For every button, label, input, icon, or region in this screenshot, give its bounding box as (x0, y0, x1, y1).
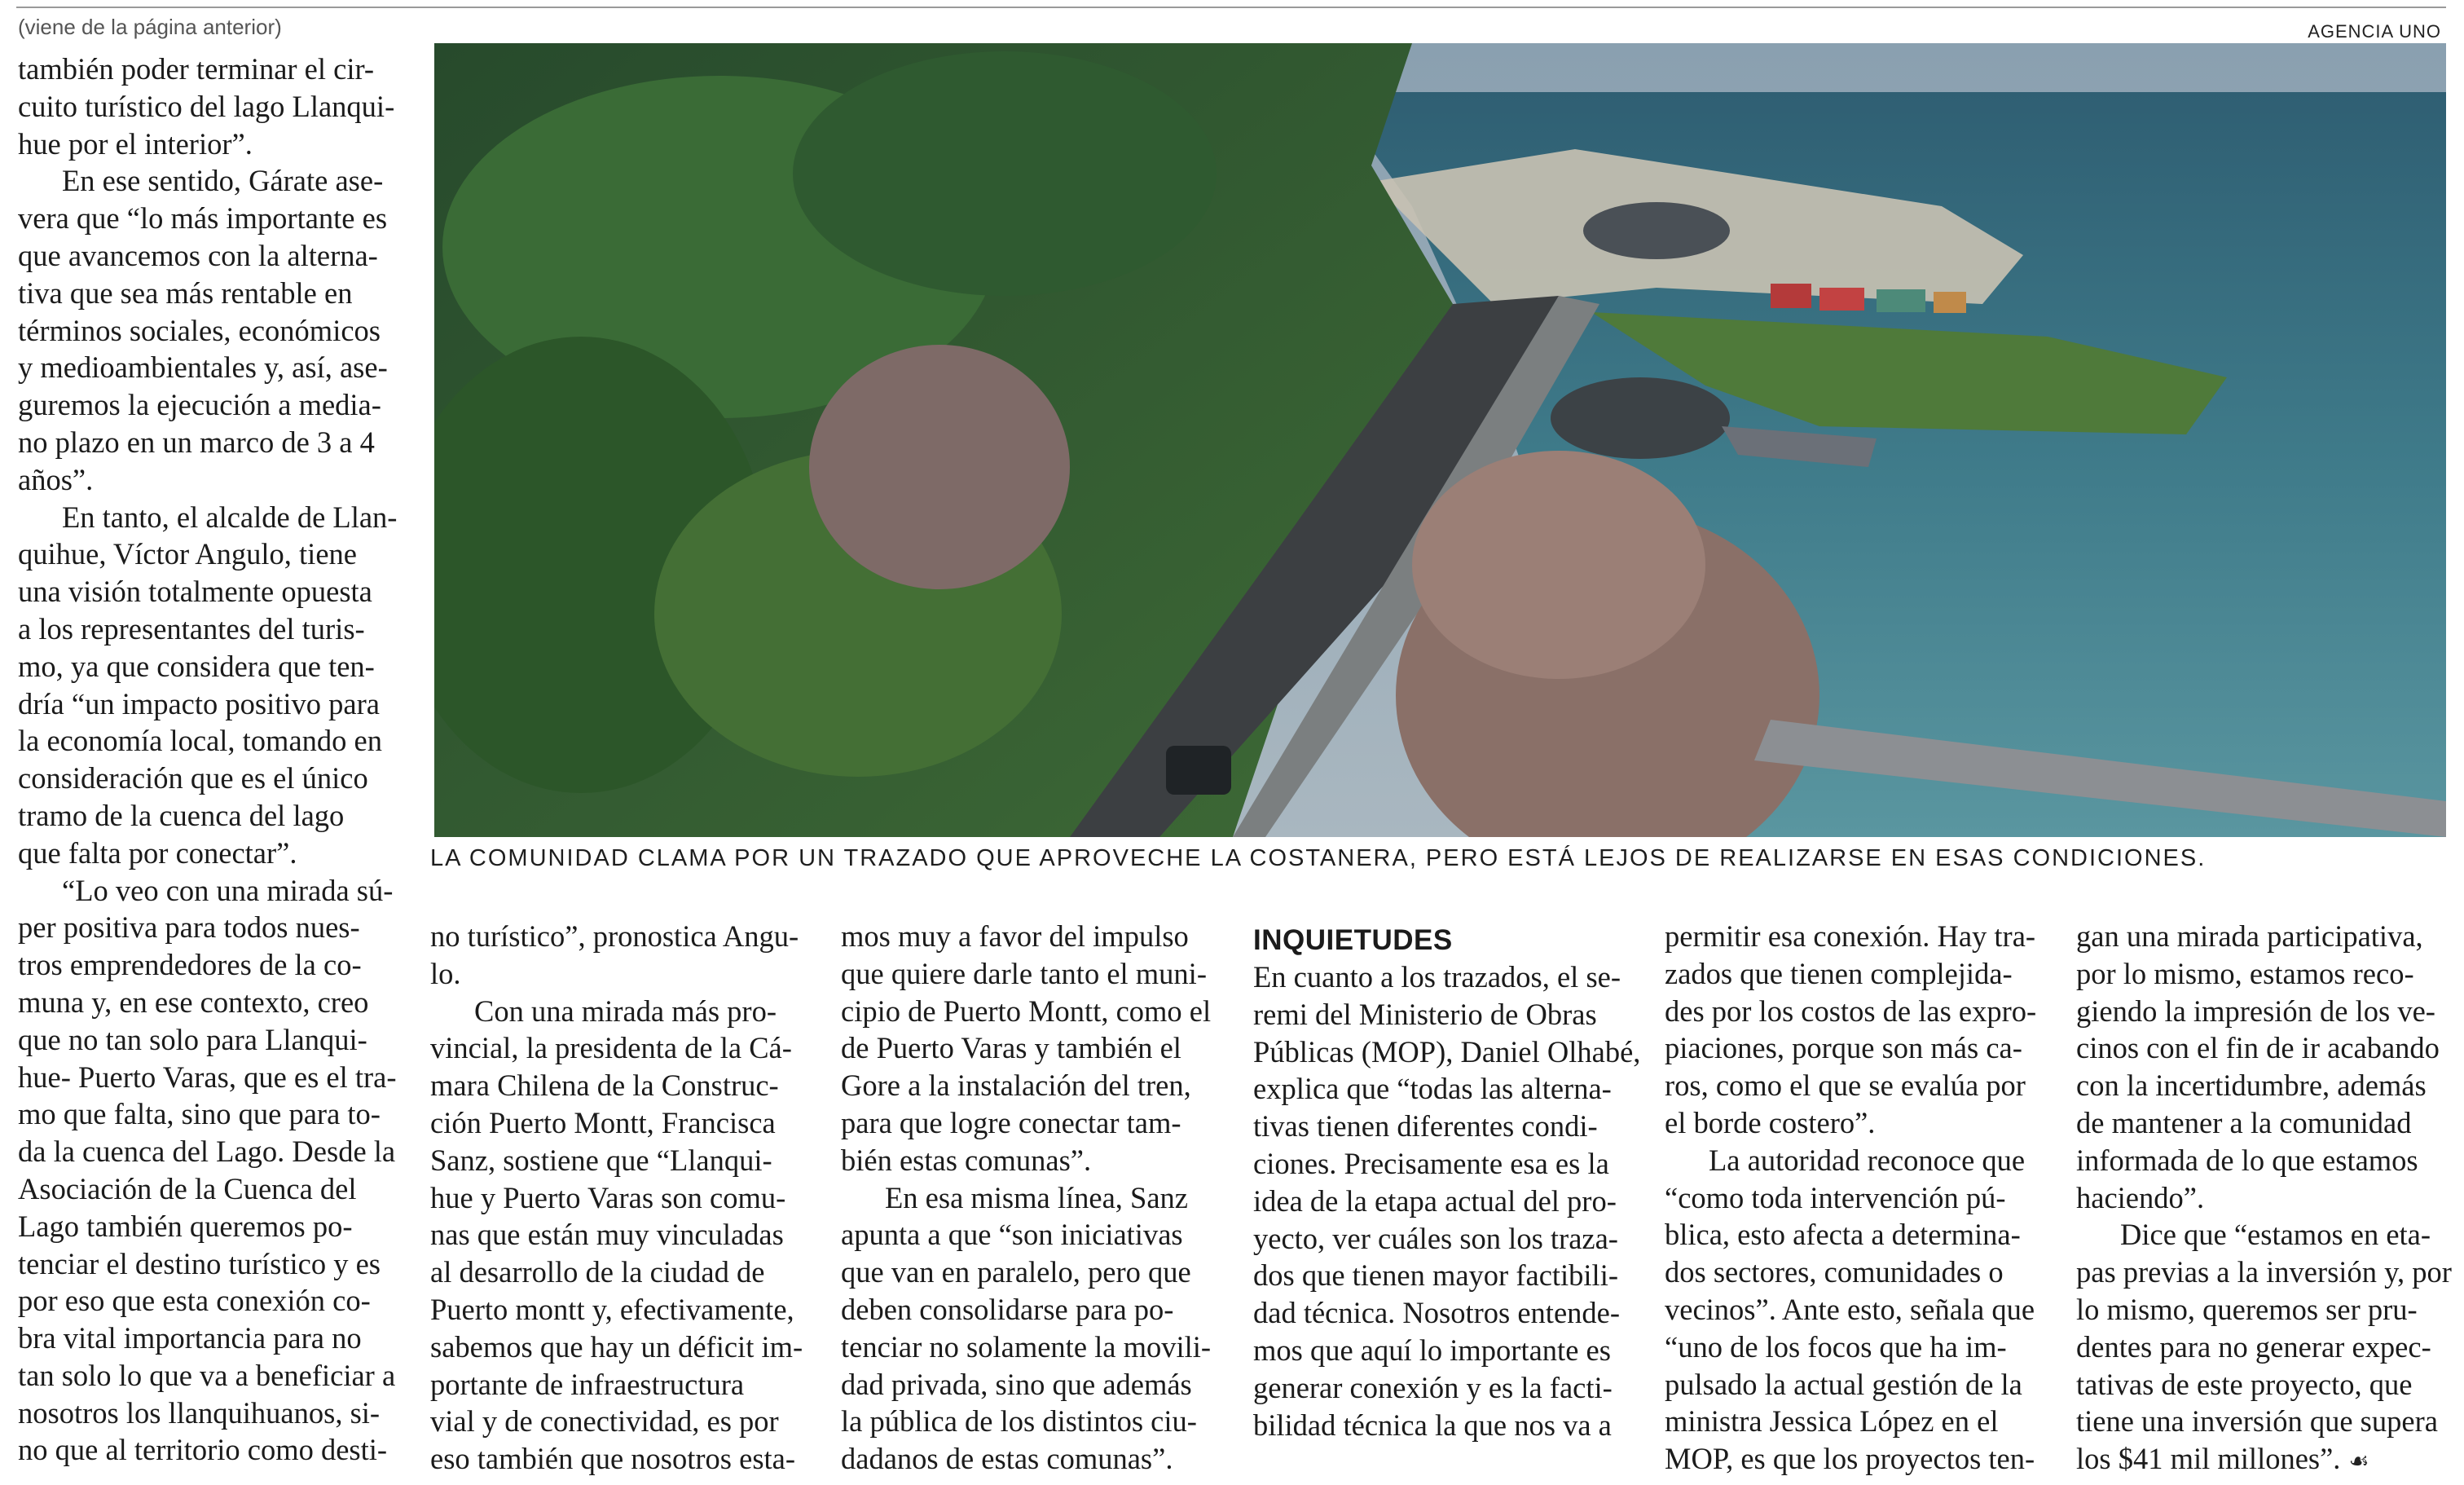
paragraph: Con una mirada más pro- vincial, la presidenta de la Cá- mara Chilena de la Construc- ción Puerto Montt, Francisca Sanz, sostiene que “Llanqui- hue y Puerto Varas son comu- nas que están muy vinculadas al desarrollo de la ciudad de Puerto montt y, efectivamente, sabemos que hay un déficit im- portante de infraestructura vial y de conectividad, es por eso también que nosotros esta- (430, 994, 803, 1476)
paragraph: mos muy a favor del impulso que quiere darle tanto el muni- cipio de Puerto Montt, como el de Puerto Varas y también el Gore a la instalación del tren, para que logre conectar tam- bién estas comunas”. (841, 919, 1212, 1177)
continued-note: (viene de la página anterior) (18, 15, 282, 39)
article-column-2 (430, 918, 801, 1478)
lake-shore-photo (434, 43, 2446, 837)
paragraph: permitir esa conexión. Hay tra- zados que tienen complejida- des por los costos de las expro- piaciones, porque son más ca- ros, como el que se evalúa por el borde costero”. (1665, 919, 2037, 1139)
section-heading: INQUIETUDES (1253, 924, 1453, 956)
paragraph-text: Dice que “estamos en eta- pas previas a la inversión y, por lo mismo, queremos ser pru- dentes para no generar expec- tativas de este proyecto, que tiene una inversión que supera los $41 mil millones”. (2076, 1218, 2452, 1476)
paragraph: En ese sentido, Gárate ase- vera que “lo más importante es que avancemos con la alterna- tiva que sea más rentable en términos sociales, económicos y medioambientales y, así, ase- guremos la ejecución a media- no plazo en un marco de 3 a 4 años”. (18, 164, 388, 496)
paragraph: gan una mirada participativa, por lo mismo, estamos reco- giendo la impresión de los ve- cinos con el fin de ir acabando con la incertidumbre, además de mantener a la comunidad informada de lo que estamos haciendo”. (2076, 919, 2440, 1214)
paragraph: En esa misma línea, Sanz apunta a que “son iniciativas que van en paralelo, pero que deben consolidarse para po- tenciar no solamente la movili- dad privada, sino que además la pública de los distintos ciu- dadanos de estas comunas”. (841, 1180, 1212, 1476)
article-column-1 (18, 51, 398, 1469)
paragraph: también poder terminar el cir- cuito turístico del lago Llanqui- hue por el interior”. (18, 52, 395, 161)
paragraph: no turístico”, pronostica Angu- lo. (430, 919, 799, 990)
paragraph: La autoridad reconoce que “como toda intervención pú- blica, esto afecta a determina- dos sectores, comunidades o vecinos”. Ante esto, señala que “uno de los focos que ha im- pulsado la actual gestión de la ministra Jessica López en el MOP, es que los proyectos ten- (1665, 1143, 2035, 1476)
article-column-5 (1665, 918, 2035, 1478)
paragraph: En tanto, el alcalde de Llan- quihue, Víctor Angulo, tiene una visión totalmente opuesta a los representantes del turis- mo, ya que considera que ten- dría “un impacto positivo para la economía local, tomando en consideración que es el único tramo de la cuenca del lago que falta por conectar”. (18, 500, 398, 870)
article-column-6 (2076, 918, 2452, 1480)
end-of-article-icon: ☙ (2348, 1448, 2369, 1475)
article-column-3 (841, 918, 1212, 1478)
top-rule (16, 7, 2446, 8)
article-column-4 (1253, 916, 1641, 1443)
paragraph: En cuanto a los trazados, el se- remi del Ministerio de Obras Públicas (MOP), Daniel Olhabé, explica que “todas las alterna- tivas tienen diferentes condi- ciones. Precisamente esa es la idea de la etapa actual del pro- yecto, ver cuáles son los traza- dos que tienen mayor factibili- dad técnica. Nosotros entende- mos que aquí lo importante es generar conexión y es la facti- bilidad técnica la que nos va a (1253, 960, 1641, 1442)
paragraph (2076, 1216, 2452, 1480)
photo-caption: LA COMUNIDAD CLAMA POR UN TRAZADO QUE APROVECHE LA COSTANERA, PERO ESTÁ LEJOS DE REALIZARSE EN ESAS CONDICIONES. (430, 845, 2207, 871)
photo-credit: AGENCIA UNO (2308, 21, 2441, 42)
paragraph: “Lo veo con una mirada sú- per positiva para todos nues- tros emprendedores de la co- muna y, en ese contexto, creo que no tan solo para Llanqui- hue- Puerto Varas, que es el tra- mo que falta, sino que para to- da la cuenca del Lago. Desde la Asociación de la Cuenca del Lago también queremos po- tenciar el destino turístico y es por eso que esta conexión co- bra vital importancia para no tan solo lo que va a beneficiar a nosotros los llanquihuanos, si- no que al territorio como desti- (18, 873, 397, 1467)
aerial-photo-illustration (434, 43, 2446, 837)
